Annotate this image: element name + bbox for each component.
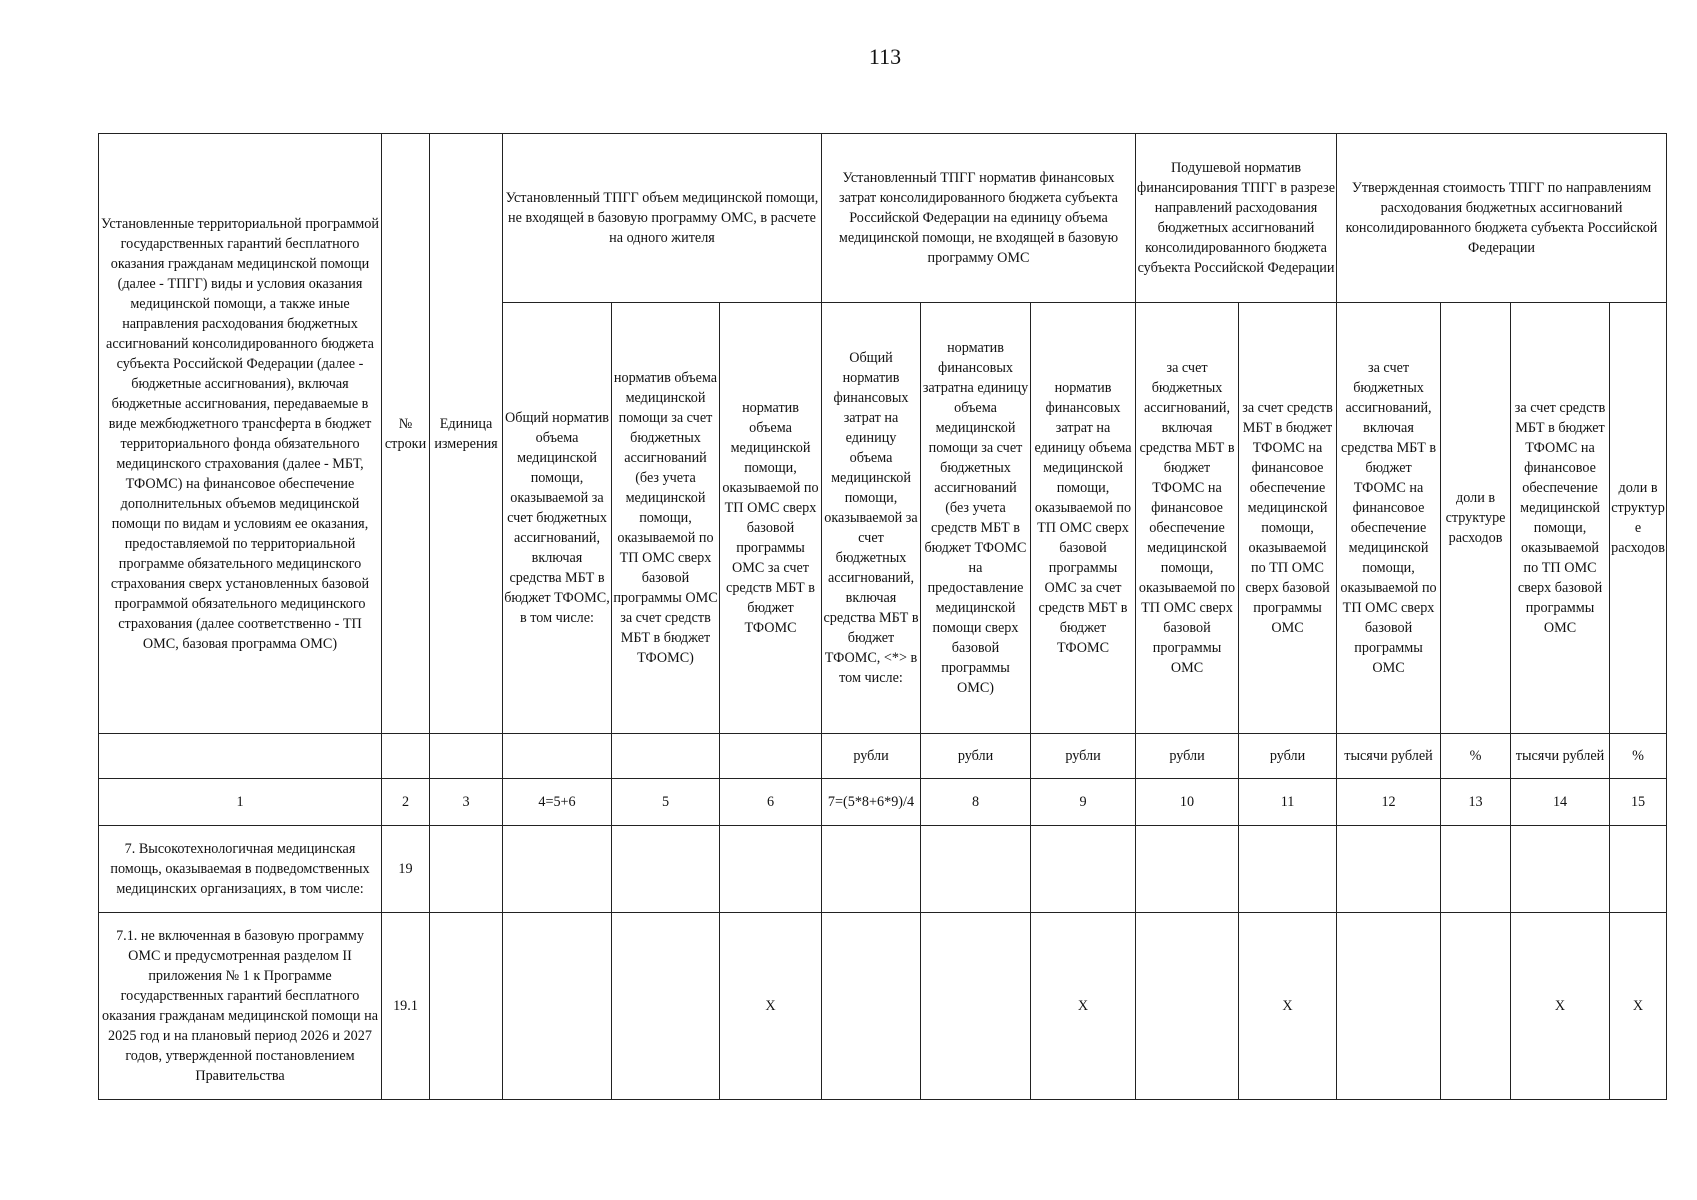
column-number: 6 <box>720 779 822 826</box>
header-group-volume: Установленный ТПГГ объем медицинской помощи, не входящей в базовую программу ОМС, в расчете на одного жителя <box>503 134 822 303</box>
data-cell <box>503 826 612 913</box>
data-cell <box>822 913 921 1100</box>
data-cell: X <box>1031 913 1136 1100</box>
unit-cell <box>382 734 430 779</box>
header-group-cost: Установленный ТПГГ норматив финансовых затрат консолидированного бюджета субъекта Российской Федерации на единицу объема медицинской помощи, не входящей в базовую программу ОМС <box>822 134 1136 303</box>
row-name: 7.1. не включенная в базовую программу ОМС и предусмотренная разделом II приложения № 1 к Программе государственных гарантий бесплатного оказания гражданам медицинской помощи на 2025 год и на плановый период 2026 и 2027 годов, утвержденной постановлением Правительства <box>99 913 382 1100</box>
column-number: 8 <box>921 779 1031 826</box>
data-cell <box>1441 826 1511 913</box>
column-number: 12 <box>1337 779 1441 826</box>
unit-cell: % <box>1610 734 1667 779</box>
row-name: 7. Высокотехнологичная медицинская помощь, оказываемая в подведомственных медицинских организациях, в том числе: <box>99 826 382 913</box>
data-cell <box>430 913 503 1100</box>
column-number: 15 <box>1610 779 1667 826</box>
data-cell <box>503 913 612 1100</box>
column-number: 14 <box>1511 779 1610 826</box>
header-col-15: доли в структуре расходов <box>1610 303 1667 734</box>
unit-cell <box>430 734 503 779</box>
header-col-14: за счет средств МБТ в бюджет ТФОМС на финансовое обеспечение медицинской помощи, оказываемой по ТП ОМС сверх базовой программы ОМС <box>1511 303 1610 734</box>
header-col-5: норматив объема медицинской помощи за счет бюджетных ассигнований (без учета медицинской помощи, оказываемой по ТП ОМС сверх базовой программы ОМС за счет средств МБТ в бюджет ТФОМС) <box>612 303 720 734</box>
unit-cell: рубли <box>822 734 921 779</box>
data-cell <box>822 826 921 913</box>
column-number: 5 <box>612 779 720 826</box>
header-col-8: норматив финансовых затратна единицу объема медицинской помощи за счет бюджетных ассигнований (без учета средств МБТ в бюджет ТФОМС на предоставление медицинской помощи сверх базовой программы ОМС) <box>921 303 1031 734</box>
column-number: 4=5+6 <box>503 779 612 826</box>
data-cell <box>1031 826 1136 913</box>
column-number: 3 <box>430 779 503 826</box>
unit-cell: рубли <box>921 734 1031 779</box>
budget-table <box>98 133 1667 1100</box>
header-col-9: норматив финансовых затрат на единицу объема медицинской помощи, оказываемой по ТП ОМС сверх базовой программы ОМС за счет средств МБТ в бюджет ТФОМС <box>1031 303 1136 734</box>
header-col-12: за счет бюджетных ассигнований, включая средства МБТ в бюджет ТФОМС на финансовое обеспечение медицинской помощи, оказываемой по ТП ОМС сверх базовой программы ОМС <box>1337 303 1441 734</box>
data-cell <box>921 826 1031 913</box>
data-cell <box>1239 826 1337 913</box>
data-cell <box>612 826 720 913</box>
header-col-10: за счет бюджетных ассигнований, включая средства МБТ в бюджет ТФОМС на финансовое обеспечение медицинской помощи, оказываемой по ТП ОМС сверх базовой программы ОМС <box>1136 303 1239 734</box>
data-cell: X <box>1239 913 1337 1100</box>
data-cell: X <box>1511 913 1610 1100</box>
row-line-number: 19 <box>382 826 430 913</box>
unit-cell <box>99 734 382 779</box>
header-col-6: норматив объема медицинской помощи, оказываемой по ТП ОМС сверх базовой программы ОМС за счет средств МБТ в бюджет ТФОМС <box>720 303 822 734</box>
unit-cell: рубли <box>1031 734 1136 779</box>
data-cell <box>430 826 503 913</box>
data-cell <box>720 826 822 913</box>
unit-cell: тысячи рублей <box>1511 734 1610 779</box>
data-cell <box>1136 913 1239 1100</box>
unit-cell: рубли <box>1239 734 1337 779</box>
column-number: 1 <box>99 779 382 826</box>
unit-cell <box>720 734 822 779</box>
column-numbers-row <box>99 779 1667 826</box>
data-cell <box>1511 826 1610 913</box>
unit-cell <box>612 734 720 779</box>
page-number: 113 <box>868 44 902 69</box>
table-row <box>99 826 1667 913</box>
header-col-4: Общий норматив объема медицинской помощи, оказываемой за счет бюджетных ассигнований, включая средства МБТ в бюджет ТФОМС, в том числе: <box>503 303 612 734</box>
data-cell <box>1337 913 1441 1100</box>
column-number: 13 <box>1441 779 1511 826</box>
unit-cell: рубли <box>1136 734 1239 779</box>
data-cell <box>1337 826 1441 913</box>
column-number: 11 <box>1239 779 1337 826</box>
units-row <box>99 734 1667 779</box>
header-col-7: Общий норматив финансовых затрат на единицу объема медицинской помощи, оказываемой за счет бюджетных ассигнований, включая средства МБТ в бюджет ТФОМС, <*> в том числе: <box>822 303 921 734</box>
data-cell <box>1136 826 1239 913</box>
header-col-13: доли в структуре расходов <box>1441 303 1511 734</box>
data-cell <box>1610 826 1667 913</box>
table-row <box>99 913 1667 1100</box>
column-number: 9 <box>1031 779 1136 826</box>
column-number: 10 <box>1136 779 1239 826</box>
header-col-11: за счет средств МБТ в бюджет ТФОМС на финансовое обеспечение медицинской помощи, оказываемой по ТП ОМС сверх базовой программы ОМС <box>1239 303 1337 734</box>
data-cell <box>1441 913 1511 1100</box>
row-line-number: 19.1 <box>382 913 430 1100</box>
data-cell <box>921 913 1031 1100</box>
data-cell: X <box>720 913 822 1100</box>
header-group-approved: Утвержденная стоимость ТПГГ по направлениям расходования бюджетных ассигнований консолидированного бюджета субъекта Российской Федерации <box>1337 134 1667 303</box>
unit-cell: тысячи рублей <box>1337 734 1441 779</box>
unit-cell <box>503 734 612 779</box>
data-cell <box>612 913 720 1100</box>
header-unit: Единица измерения <box>430 134 503 734</box>
header-line-number: № строки <box>382 134 430 734</box>
unit-cell: % <box>1441 734 1511 779</box>
data-cell: X <box>1610 913 1667 1100</box>
column-number: 2 <box>382 779 430 826</box>
header-group-percapita: Подушевой норматив финансирования ТПГГ в разрезе направлений расходования бюджетных ассигнований консолидированного бюджета субъекта Российской Федерации <box>1136 134 1337 303</box>
column-number: 7=(5*8+6*9)/4 <box>822 779 921 826</box>
header-description: Установленные территориальной программой государственных гарантий бесплатного оказания гражданам медицинской помощи (далее - ТПГГ) виды и условия оказания медицинской помощи, а также иные направления расходования бюджетных ассигнований консолидированного бюджета субъекта Российской Федерации (далее - бюджетные ассигнования), включая бюджетные ассигнования, передаваемые в виде межбюджетного трансферта в бюджет территориального фонда обязательного медицинского страхования (далее - МБТ, ТФОМС) на финансовое обеспечение дополнительных объемов медицинской помощи по видам и условиям ее оказания, предоставляемой по территориальной программе обязательного медицинского страхования сверх установленных базовой программой обязательного медицинского страхования (далее соответственно - ТП ОМС, базовая программа ОМС) <box>99 134 382 734</box>
